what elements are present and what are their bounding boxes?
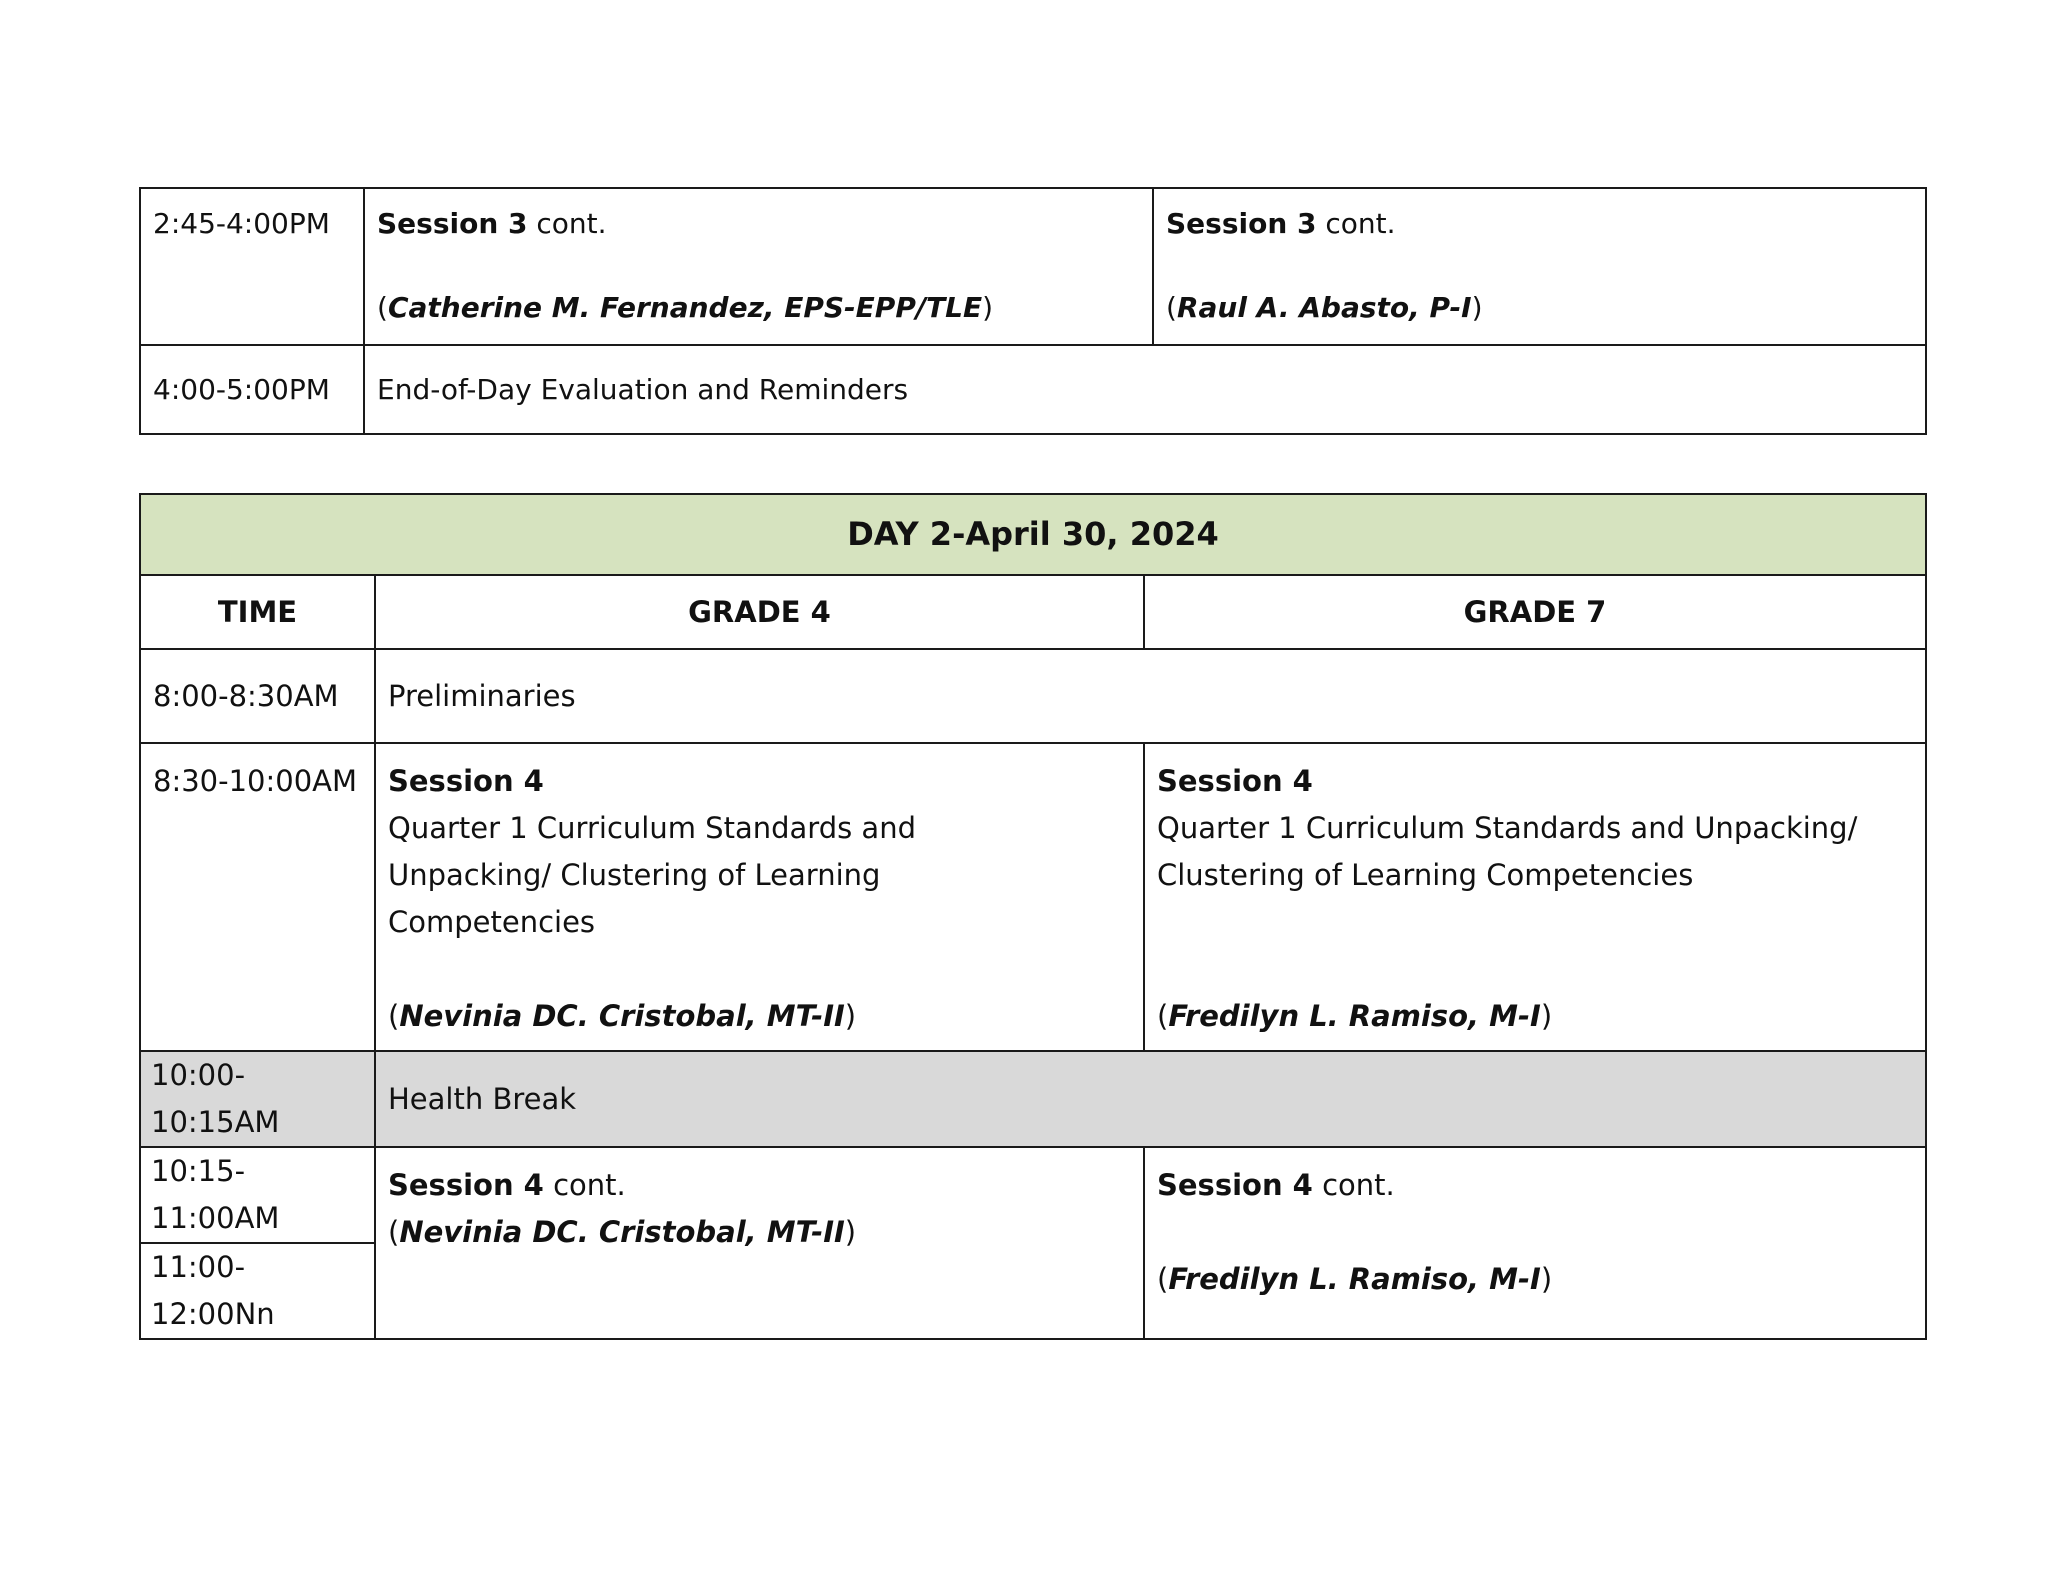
session-suffix: cont. xyxy=(527,207,607,240)
speaker-line: (Nevinia DC. Cristobal, MT-II) xyxy=(388,999,857,1033)
session-label: Session 4 xyxy=(388,764,544,798)
table-row xyxy=(140,1147,1926,1243)
speaker-name: Nevinia DC. Cristobal, MT-II xyxy=(399,999,845,1033)
session-heading xyxy=(377,203,1140,245)
speaker-name: Fredilyn L. Ramiso, M-I xyxy=(1168,1262,1541,1296)
time-cell: 4:00-5:00PM xyxy=(140,345,364,434)
day1-schedule-table xyxy=(139,187,1927,435)
grade4-session-cell xyxy=(375,1147,1144,1339)
session-topic-line: Clustering of Learning Competencies xyxy=(1157,858,1694,892)
speaker-line: (Nevinia DC. Cristobal, MT-II) xyxy=(388,1215,857,1249)
session-suffix: cont. xyxy=(543,1168,626,1202)
activity-cell: Preliminaries xyxy=(375,649,1926,743)
grade7-session-cell xyxy=(1144,743,1926,1051)
table-row xyxy=(140,649,1926,743)
session-label: Session 3 xyxy=(377,207,528,240)
session-topic-line: Quarter 1 Curriculum Standards and Unpacking/ xyxy=(1157,811,1858,845)
speaker-name: Catherine M. Fernandez, EPS-EPP/TLE xyxy=(387,291,983,324)
table-row xyxy=(140,188,1926,345)
speaker-name: Fredilyn L. Ramiso, M-I xyxy=(1168,999,1541,1033)
day-header-row xyxy=(140,494,1926,575)
time-cell: 8:00-8:30AM xyxy=(140,649,375,743)
time-cell: 2:45-4:00PM xyxy=(140,188,364,345)
session-heading xyxy=(388,1162,1131,1209)
grade4-column-header: GRADE 4 xyxy=(375,575,1144,649)
table-row xyxy=(140,345,1926,434)
grade4-session-cell xyxy=(375,743,1144,1051)
day-title: DAY 2-April 30, 2024 xyxy=(140,494,1926,575)
session-label: Session 3 xyxy=(1166,207,1317,240)
time-column-header: TIME xyxy=(140,575,375,649)
time-cell: 10:15-11:00AM xyxy=(140,1147,375,1243)
session-suffix: cont. xyxy=(1316,207,1396,240)
grade7-column-header: GRADE 7 xyxy=(1144,575,1926,649)
day2-schedule-table xyxy=(139,493,1927,1340)
grade7-session-cell xyxy=(1144,1147,1926,1339)
speaker-name: Raul A. Abasto, P-I xyxy=(1176,291,1472,324)
activity-cell: End-of-Day Evaluation and Reminders xyxy=(364,345,1926,434)
time-cell: 8:30-10:00AM xyxy=(140,743,375,1051)
time-cell: 11:00-12:00Nn xyxy=(140,1243,375,1339)
activity-cell: Health Break xyxy=(375,1051,1926,1147)
session-label: Session 4 xyxy=(1157,1168,1313,1202)
session-heading xyxy=(1166,203,1913,245)
speaker-line: (Raul A. Abasto, P-I) xyxy=(1166,291,1483,324)
speaker-line: (Fredilyn L. Ramiso, M-I) xyxy=(1157,1262,1553,1296)
session-topic-line: Competencies xyxy=(388,905,596,939)
grade7-session-cell xyxy=(1153,188,1926,345)
session-topic-line: Quarter 1 Curriculum Standards and xyxy=(388,811,916,845)
table-row xyxy=(140,1051,1926,1147)
time-cell: 10:00-10:15AM xyxy=(140,1051,375,1147)
table-row xyxy=(140,743,1926,1051)
session-label: Session 4 xyxy=(388,1168,544,1202)
column-header-row xyxy=(140,575,1926,649)
session-heading xyxy=(1157,1162,1913,1209)
speaker-name: Nevinia DC. Cristobal, MT-II xyxy=(399,1215,845,1249)
session-topic-line: Unpacking/ Clustering of Learning xyxy=(388,858,881,892)
session-suffix: cont. xyxy=(1312,1168,1395,1202)
grade4-session-cell xyxy=(364,188,1153,345)
speaker-line: (Catherine M. Fernandez, EPS-EPP/TLE) xyxy=(377,291,994,324)
session-label: Session 4 xyxy=(1157,764,1313,798)
speaker-line: (Fredilyn L. Ramiso, M-I) xyxy=(1157,999,1553,1033)
